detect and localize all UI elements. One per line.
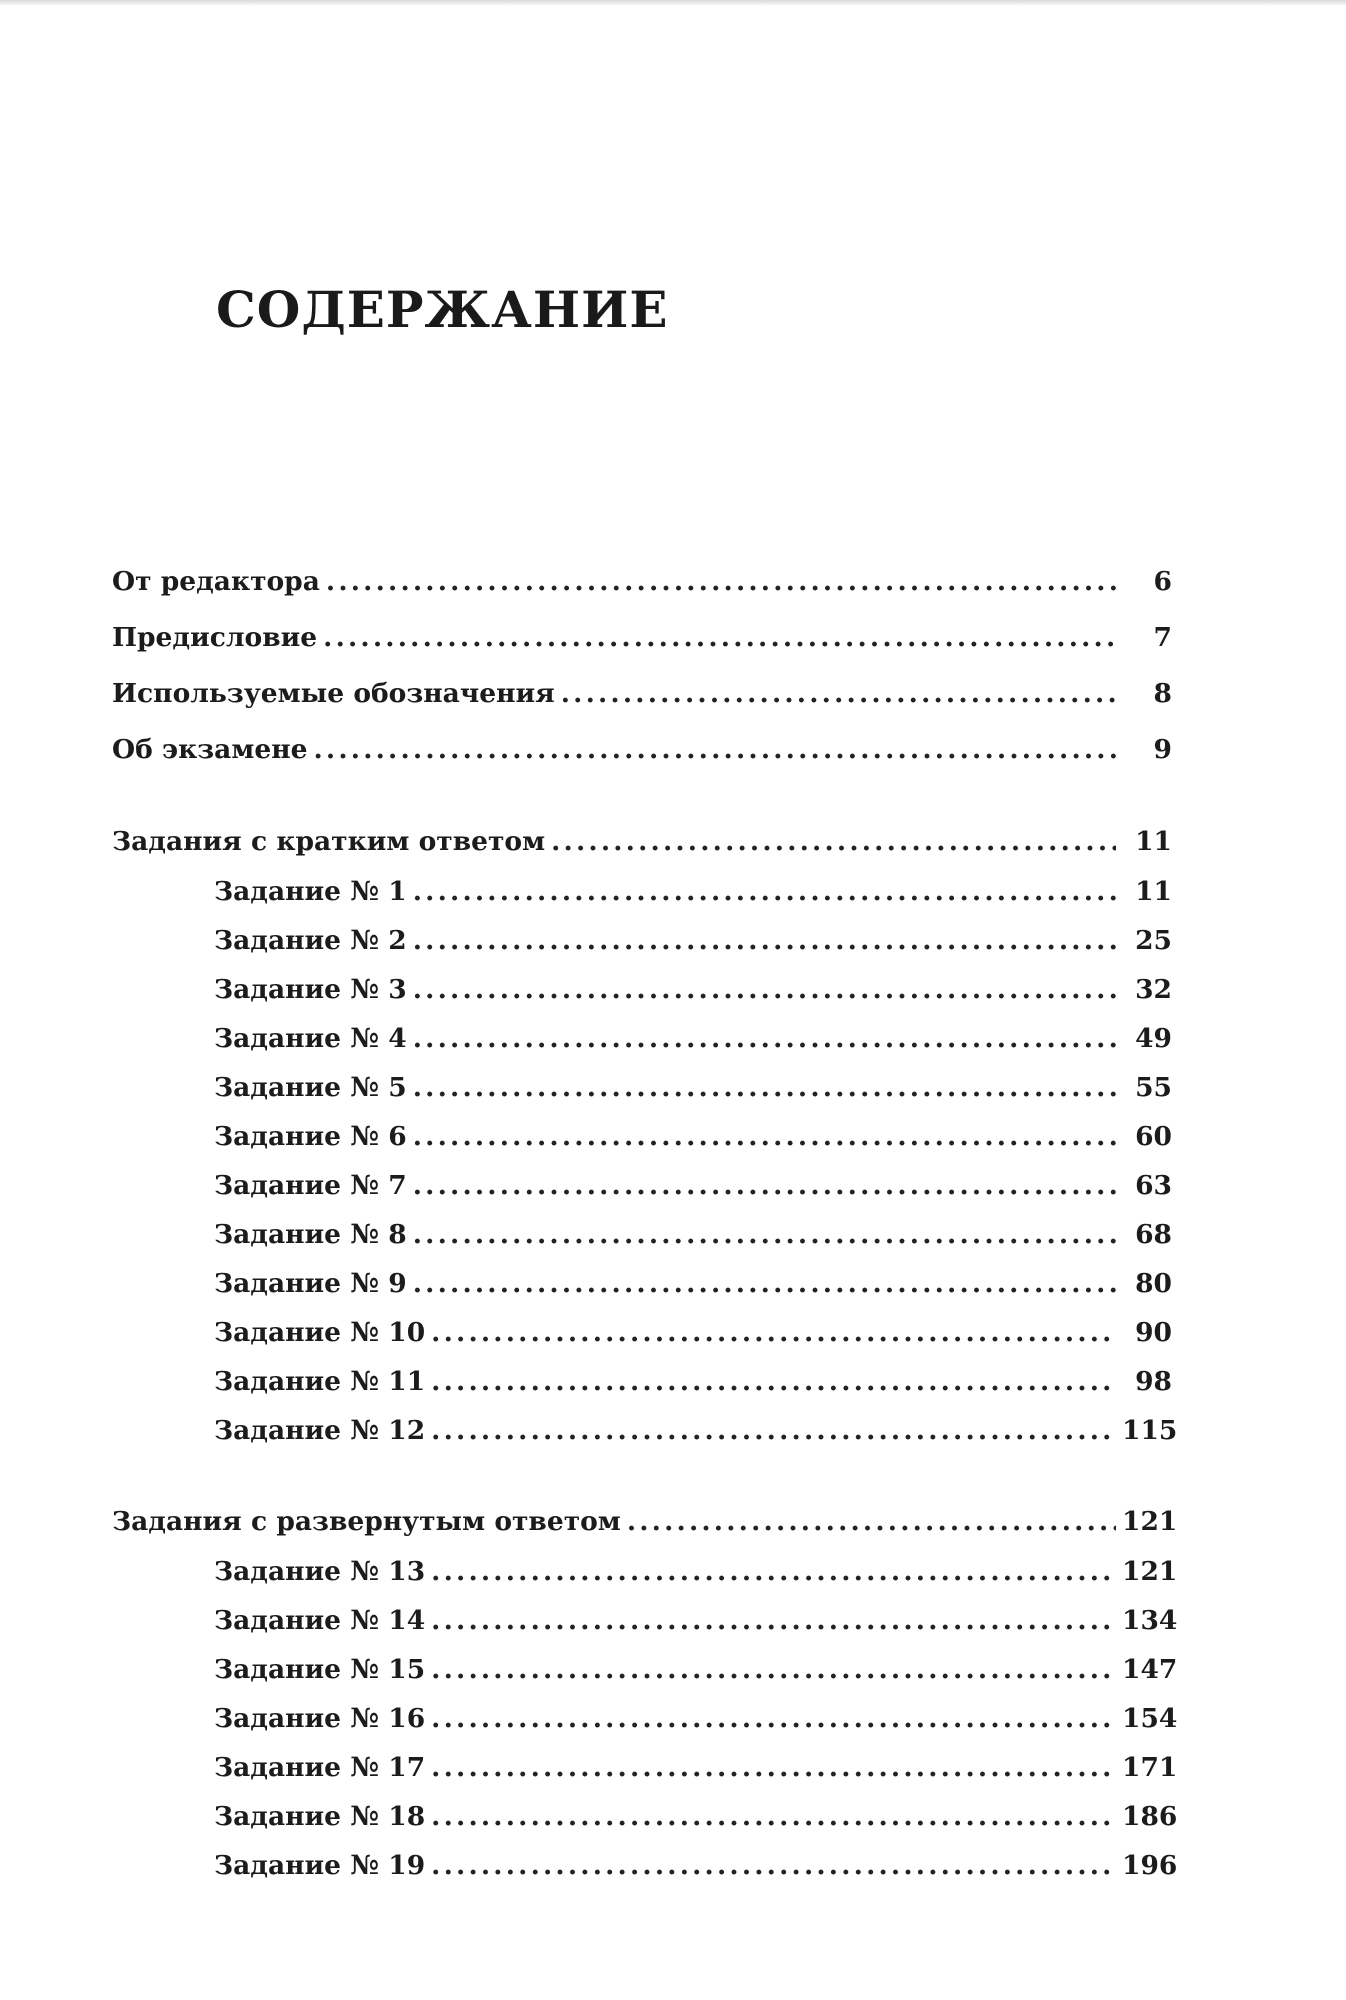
toc-page-number: 11 bbox=[1135, 876, 1172, 907]
dot-leader bbox=[413, 1166, 1116, 1206]
toc-page-number: 32 bbox=[1135, 974, 1172, 1005]
toc-page-number: 186 bbox=[1122, 1801, 1178, 1832]
toc-section-short-answer[interactable] bbox=[112, 822, 1172, 862]
dot-leader bbox=[431, 1650, 1116, 1690]
toc-task-entry[interactable] bbox=[214, 1411, 1178, 1451]
dot-leader bbox=[431, 1601, 1116, 1641]
toc-task-entry[interactable] bbox=[214, 1699, 1178, 1739]
toc-task-entry[interactable] bbox=[214, 1166, 1172, 1206]
dot-leader bbox=[413, 970, 1116, 1010]
toc-task-entry[interactable] bbox=[214, 872, 1172, 912]
toc-page-number: 55 bbox=[1135, 1072, 1172, 1103]
dot-leader bbox=[431, 1699, 1116, 1739]
toc-page-number: 68 bbox=[1135, 1219, 1172, 1250]
toc-task-label: Задание № 8 bbox=[214, 1219, 407, 1250]
toc-task-entry[interactable] bbox=[214, 970, 1172, 1010]
toc-entry-editor[interactable] bbox=[112, 562, 1172, 602]
toc-entry-label: Об экзамене bbox=[112, 734, 308, 765]
toc-task-entry[interactable] bbox=[214, 1650, 1178, 1690]
toc-task-label: Задание № 3 bbox=[214, 974, 407, 1005]
page-title: СОДЕРЖАНИЕ bbox=[216, 280, 669, 339]
toc-page-number: 6 bbox=[1153, 566, 1172, 597]
dot-leader bbox=[627, 1502, 1116, 1542]
toc-task-entry[interactable] bbox=[214, 1362, 1172, 1402]
toc-page-number: 154 bbox=[1122, 1703, 1178, 1734]
toc-task-label: Задание № 13 bbox=[214, 1556, 426, 1587]
dot-leader bbox=[431, 1411, 1116, 1451]
toc-page-number: 63 bbox=[1135, 1170, 1172, 1201]
toc-page-number: 11 bbox=[1135, 826, 1172, 857]
table-of-contents bbox=[112, 0, 1178, 2000]
toc-task-entry[interactable] bbox=[214, 1019, 1172, 1059]
toc-page-number: 7 bbox=[1153, 622, 1172, 653]
toc-section-extended-answer[interactable] bbox=[112, 1502, 1178, 1542]
toc-page-number: 49 bbox=[1135, 1023, 1172, 1054]
dot-leader bbox=[413, 872, 1116, 912]
toc-task-label: Задание № 10 bbox=[214, 1317, 426, 1348]
toc-page-number: 196 bbox=[1122, 1850, 1178, 1881]
dot-leader bbox=[431, 1362, 1116, 1402]
dot-leader bbox=[413, 1117, 1116, 1157]
toc-page-number: 121 bbox=[1122, 1556, 1178, 1587]
toc-entry-exam[interactable] bbox=[112, 730, 1172, 770]
toc-task-label: Задание № 4 bbox=[214, 1023, 407, 1054]
toc-page-number: 60 bbox=[1135, 1121, 1172, 1152]
toc-task-entry[interactable] bbox=[214, 1068, 1172, 1108]
toc-task-label: Задание № 2 bbox=[214, 925, 407, 956]
dot-leader bbox=[413, 1019, 1116, 1059]
toc-page-number: 134 bbox=[1122, 1605, 1178, 1636]
toc-page-number: 9 bbox=[1153, 734, 1172, 765]
dot-leader bbox=[413, 921, 1116, 961]
toc-task-label: Задание № 11 bbox=[214, 1366, 426, 1397]
toc-section-label: Задания с развернутым ответом bbox=[112, 1506, 621, 1537]
toc-task-label: Задание № 19 bbox=[214, 1850, 426, 1881]
toc-page-number: 25 bbox=[1135, 925, 1172, 956]
toc-entry-preface[interactable] bbox=[112, 618, 1172, 658]
toc-task-label: Задание № 5 bbox=[214, 1072, 407, 1103]
toc-entry-notation[interactable] bbox=[112, 674, 1172, 714]
dot-leader bbox=[561, 674, 1116, 714]
dot-leader bbox=[323, 618, 1116, 658]
toc-task-label: Задание № 14 bbox=[214, 1605, 426, 1636]
toc-page-number: 147 bbox=[1122, 1654, 1178, 1685]
toc-task-label: Задание № 6 bbox=[214, 1121, 407, 1152]
toc-page-number: 80 bbox=[1135, 1268, 1172, 1299]
dot-leader bbox=[431, 1552, 1116, 1592]
toc-task-label: Задание № 17 bbox=[214, 1752, 426, 1783]
toc-entry-label: Предисловие bbox=[112, 622, 318, 653]
toc-page-number: 98 bbox=[1135, 1366, 1172, 1397]
toc-task-label: Задание № 7 bbox=[214, 1170, 407, 1201]
toc-page-number: 171 bbox=[1122, 1752, 1178, 1783]
dot-leader bbox=[413, 1264, 1116, 1304]
toc-page-number: 115 bbox=[1122, 1415, 1178, 1446]
dot-leader bbox=[431, 1846, 1116, 1886]
toc-task-entry[interactable] bbox=[214, 1748, 1178, 1788]
toc-page-number: 90 bbox=[1135, 1317, 1172, 1348]
toc-task-entry[interactable] bbox=[214, 1215, 1172, 1255]
dot-leader bbox=[413, 1215, 1116, 1255]
toc-page-number: 8 bbox=[1153, 678, 1172, 709]
toc-task-entry[interactable] bbox=[214, 1601, 1178, 1641]
toc-page-number: 121 bbox=[1122, 1506, 1178, 1537]
dot-leader bbox=[431, 1748, 1116, 1788]
toc-task-label: Задание № 9 bbox=[214, 1268, 407, 1299]
toc-task-entry[interactable] bbox=[214, 1846, 1178, 1886]
toc-task-entry[interactable] bbox=[214, 1552, 1178, 1592]
toc-task-label: Задание № 15 bbox=[214, 1654, 426, 1685]
dot-leader bbox=[431, 1797, 1116, 1837]
toc-entry-label: Используемые обозначения bbox=[112, 678, 555, 709]
dot-leader bbox=[431, 1313, 1116, 1353]
toc-task-entry[interactable] bbox=[214, 1313, 1172, 1353]
toc-task-label: Задание № 16 bbox=[214, 1703, 426, 1734]
toc-task-label: Задание № 18 bbox=[214, 1801, 426, 1832]
dot-leader bbox=[313, 730, 1116, 770]
toc-task-entry[interactable] bbox=[214, 921, 1172, 961]
toc-task-entry[interactable] bbox=[214, 1264, 1172, 1304]
toc-section-label: Задания с кратким ответом bbox=[112, 826, 546, 857]
dot-leader bbox=[551, 822, 1116, 862]
toc-task-entry[interactable] bbox=[214, 1117, 1172, 1157]
toc-task-label: Задание № 12 bbox=[214, 1415, 426, 1446]
dot-leader bbox=[413, 1068, 1116, 1108]
toc-task-label: Задание № 1 bbox=[214, 876, 407, 907]
toc-entry-label: От редактора bbox=[112, 566, 320, 597]
dot-leader bbox=[326, 562, 1116, 602]
toc-task-entry[interactable] bbox=[214, 1797, 1178, 1837]
